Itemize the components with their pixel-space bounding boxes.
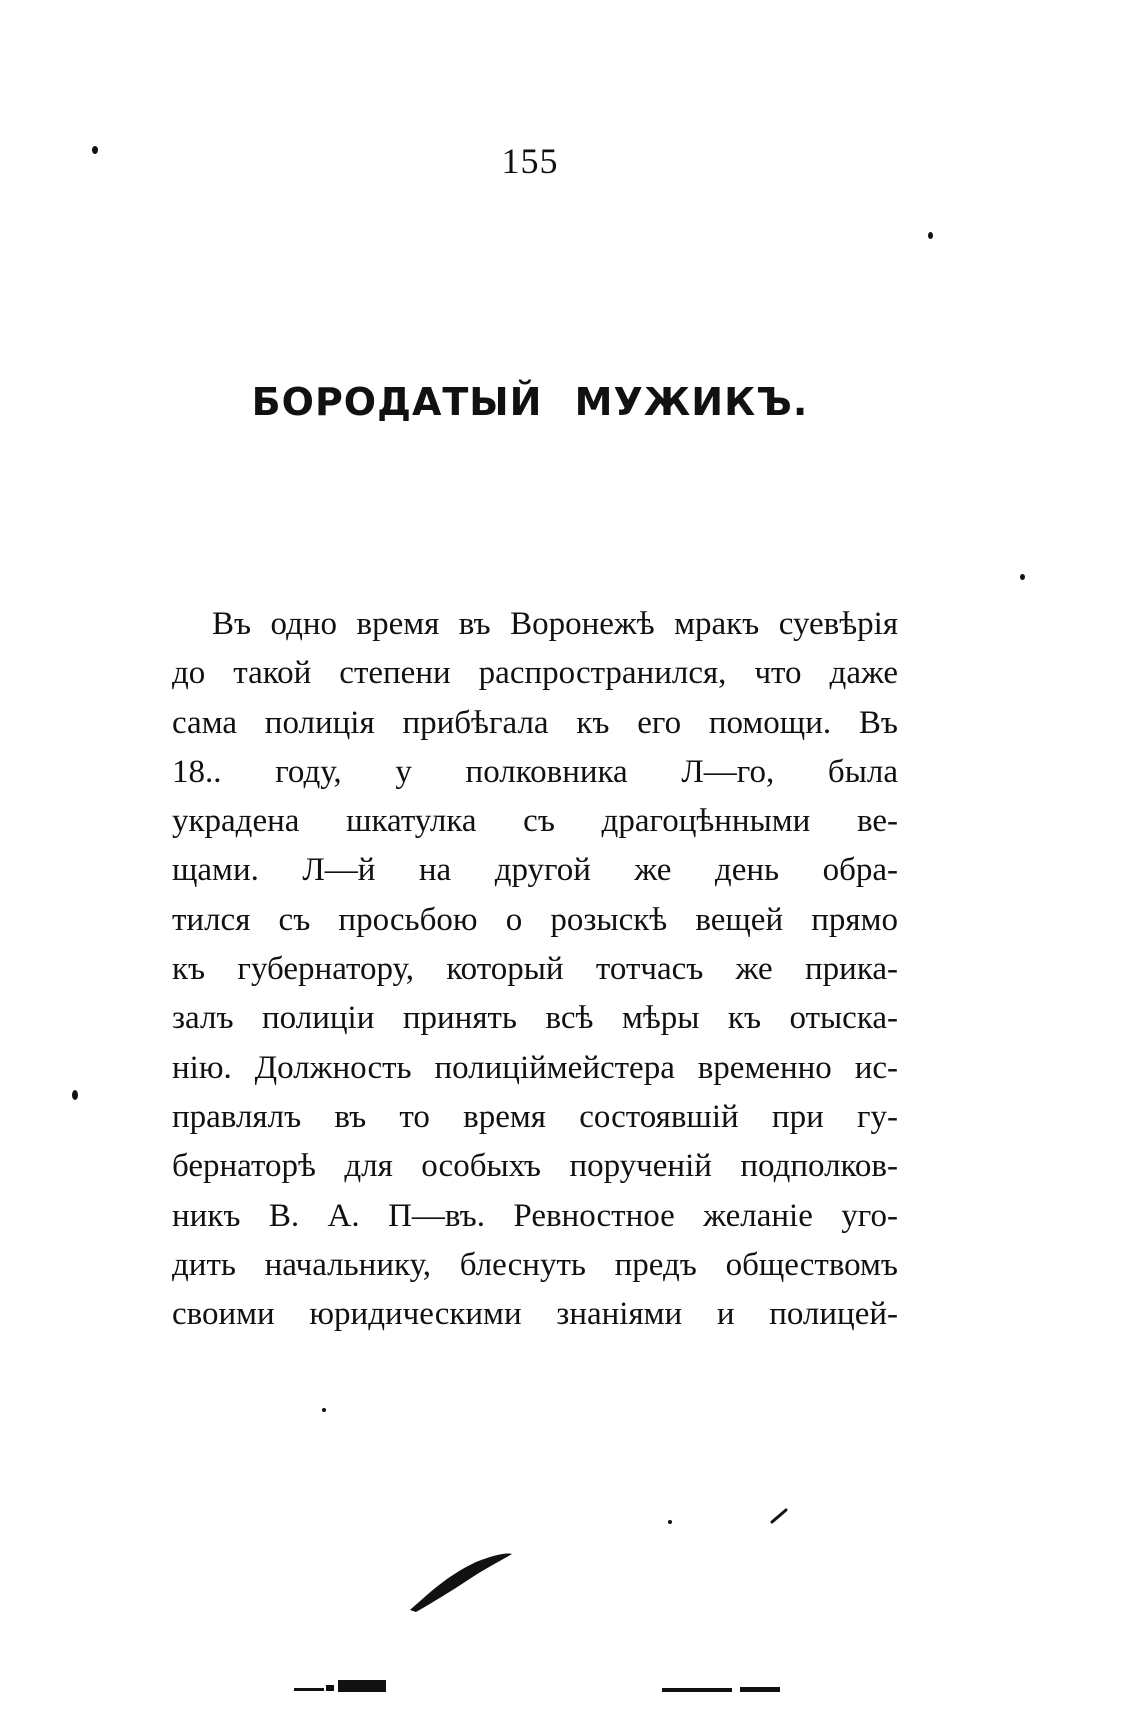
text-line: щами. Л—й на другой же день обра- [172, 852, 898, 889]
text-line: дить начальнику, блеснуть предъ обществомъ [172, 1246, 898, 1283]
text-line: до такой степени распространился, что даже [172, 655, 898, 692]
text-line: своими юридическими знаніями и полицей- [172, 1296, 898, 1333]
ink-smudge [290, 1676, 400, 1696]
text-line: нію. Должность полиціймейстера временно ис- [172, 1049, 898, 1086]
scan-speck [1020, 574, 1025, 580]
scan-speck [928, 232, 933, 239]
text-line: тился съ просьбою о розыскѣ вещей прямо [172, 901, 898, 938]
text-line: къ губернатору, который тотчасъ же прика- [172, 951, 898, 988]
text-line: никъ В. А. П—въ. Ревностное желаніе уго- [172, 1197, 898, 1234]
scan-speck [322, 1408, 326, 1412]
text-line: правлялъ въ то время состоявшій при гу- [172, 1098, 898, 1135]
page-number: 155 [501, 141, 559, 181]
text-line: бернаторѣ для особыхъ порученій подполков- [172, 1148, 898, 1185]
scan-speck [92, 146, 98, 154]
scan-speck [72, 1090, 78, 1100]
body-text [172, 600, 898, 1339]
text-line: Въ одно время въ Воронежѣ мракъ суевѣрія [212, 606, 898, 642]
ink-smudge [770, 1506, 790, 1526]
scan-speck [668, 1520, 672, 1524]
ink-smudge [406, 1546, 516, 1616]
text-line: сама полиція прибѣгала къ его помощи. Въ [172, 704, 898, 741]
text-line: 18.. году, у полковника Л—го, была [172, 753, 898, 790]
text-line: украдена шкатулка съ драгоцѣнными ве- [172, 803, 898, 840]
text-line: залъ полиціи принять всѣ мѣры къ отыска- [172, 1000, 898, 1037]
chapter-title: БОРОДАТЫЙ МУЖИКЪ. [251, 380, 809, 424]
ink-smudge [660, 1682, 790, 1698]
